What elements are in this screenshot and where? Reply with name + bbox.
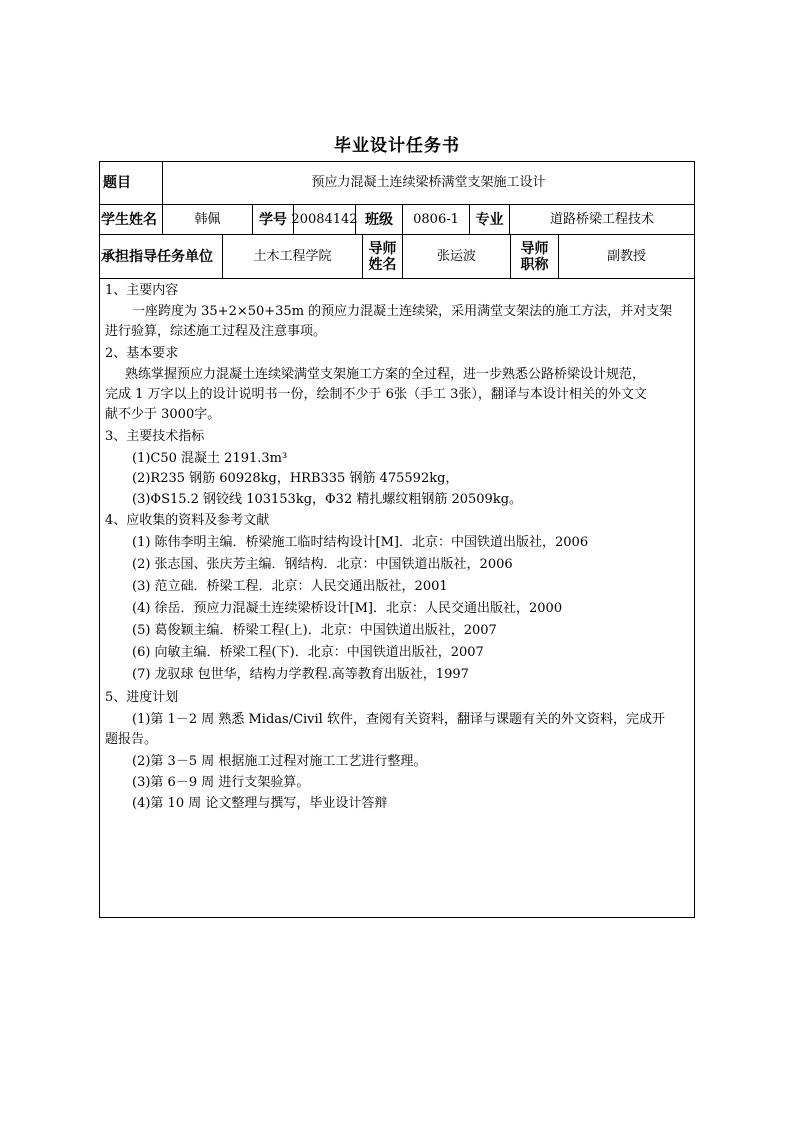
section-3-heading: 3、主要技术指标	[105, 429, 205, 444]
student-name-label: 学生姓名	[101, 211, 157, 228]
major-label: 专业	[469, 205, 509, 234]
section-3-item-1: (1)C50 混凝土 2191.3m³	[132, 451, 288, 466]
schedule-item-1-line-1: (1)第 1－2 周 熟悉 Midas/Civil 软件，查阅有关资料，翻译与课题有关的外文资料，完成开	[132, 712, 665, 727]
section-1-line-2: 进行验算，综述施工过程及注意事项。	[105, 324, 327, 339]
topic-value: 预应力混凝土连续梁桥满堂支架施工设计	[162, 162, 694, 204]
class-label: 班级	[355, 205, 402, 234]
student-info-row	[100, 205, 694, 235]
advisor-name-value: 张运波	[402, 235, 510, 278]
task-form-table	[99, 161, 695, 918]
unit-label: 承担指导任务单位	[101, 248, 213, 265]
reference-5: (5) 葛俊颖主编．桥梁工程(上)．北京：中国铁道出版社，2007	[132, 623, 497, 638]
schedule-item-3: (3)第 6－9 周 进行支架验算。	[132, 775, 310, 790]
advisor-title-label-line1: 导师	[520, 240, 549, 257]
major-value: 道路桥梁工程技术	[509, 205, 694, 234]
section-2-heading: 2、基本要求	[105, 346, 179, 361]
student-id-value: 20084142	[293, 205, 355, 234]
advisor-title-value: 副教授	[558, 235, 694, 278]
section-3-item-3: (3)ΦS15.2 钢铰线 103153kg，Φ32 精扎螺纹粗钢筋 20509kg。	[132, 492, 523, 507]
section-1-heading: 1、主要内容	[105, 283, 179, 298]
section-1-line-1: 一座跨度为 35+2×50+35m 的预应力混凝土连续梁，采用满堂支架法的施工方法，并对支架	[132, 304, 673, 319]
schedule-item-2: (2)第 3－5 周 根据施工过程对施工工艺进行整理。	[132, 754, 427, 769]
section-5-heading: 5、进度计划	[105, 690, 179, 705]
reference-7: (7) 龙驭球 包世华，结构力学教程.高等教育出版社，1997	[132, 667, 469, 682]
section-2-line-3: 献不少于 3000字。	[105, 407, 221, 422]
section-2-line-1: 熟练掌握预应力混凝土连续梁满堂支架施工方案的全过程，进一步熟悉公路桥梁设计规范，	[125, 367, 646, 382]
topic-label: 题目	[103, 175, 131, 191]
advisor-name-label-line1: 导师	[368, 240, 397, 257]
section-4-heading: 4、应收集的资料及参考文献	[105, 513, 270, 528]
reference-2: (2) 张志国、张庆芳主编．钢结构．北京：中国铁道出版社，2006	[132, 557, 513, 572]
advisor-info-row	[100, 235, 694, 279]
document-title: 毕业设计任务书	[334, 136, 460, 156]
schedule-item-4: (4)第 10 周 论文整理与撰写，毕业设计答辩	[132, 796, 388, 811]
reference-4: (4) 徐岳．预应力混凝土连续梁桥设计[M]．北京：人民交通出版社，2000	[132, 601, 563, 616]
reference-1: (1) 陈伟李明主编．桥梁施工临时结构设计[M]．北京：中国铁道出版社，2006	[132, 535, 589, 550]
section-3-item-2: (2)R235 钢筋 60928kg，HRB335 钢筋 475592kg，	[132, 471, 459, 486]
reference-6: (6) 向敏主编．桥梁工程(下)．北京：中国铁道出版社，2007	[132, 645, 484, 660]
class-value: 0806-1	[402, 205, 469, 234]
reference-3: (3) 范立础．桥梁工程．北京：人民交通出版社，2001	[132, 579, 448, 594]
student-id-label: 学号	[252, 205, 293, 234]
schedule-item-1-line-2: 题报告。	[105, 732, 158, 747]
unit-value: 土木工程学院	[222, 235, 362, 278]
advisor-title-label-line2: 职称	[520, 256, 549, 273]
topic-row	[100, 162, 694, 205]
student-name-value: 韩佩	[162, 205, 252, 234]
advisor-title-label	[510, 235, 558, 278]
advisor-name-label-line2: 姓名	[368, 256, 397, 273]
section-2-line-2: 完成 1 万字以上的设计说明书一份，绘制不少于 6张（手工 3张），翻译与本设计相关的外文文	[105, 387, 647, 402]
advisor-name-label	[362, 235, 402, 278]
